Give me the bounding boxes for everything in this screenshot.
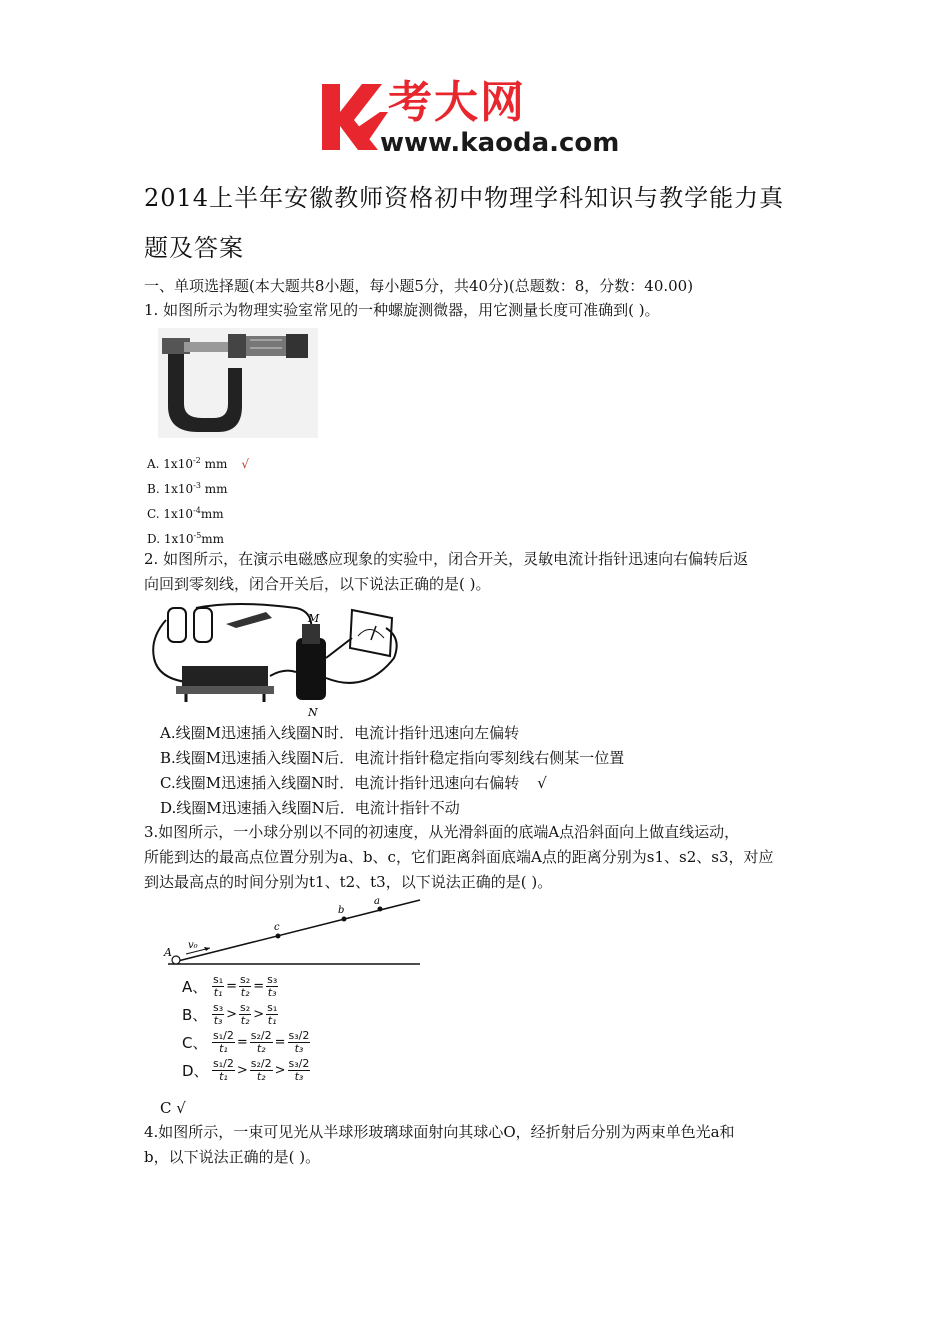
q3-fraction-numerator: s₂/2 — [250, 1028, 272, 1042]
q3-fraction — [288, 1058, 311, 1083]
q3-fraction — [212, 1002, 224, 1027]
q3-fraction — [250, 1058, 273, 1083]
q3-fraction-numerator: s₃ — [267, 972, 278, 986]
q3-option-label: D、 — [182, 1061, 209, 1080]
q1-option-exponent: -2 — [192, 456, 201, 465]
q3-label-a: a — [374, 896, 380, 907]
q1-option-unit: mm — [200, 457, 228, 471]
q1-option-prefix: A. 1x10 — [147, 457, 193, 471]
q2-label-n: N — [308, 706, 318, 719]
q3-fraction-numerator: s₁ — [267, 1000, 278, 1014]
q3-fraction-denominator: t₃ — [267, 985, 277, 999]
q2-option — [160, 746, 624, 771]
q3-label-c: c — [274, 922, 280, 933]
q1-option-unit: mm — [200, 507, 224, 521]
q3-fraction-numerator: s₃/2 — [288, 1028, 310, 1042]
q3-option-label: B、 — [182, 1005, 208, 1024]
q3-option-label: C、 — [182, 1033, 208, 1052]
q3-label-b: b — [338, 905, 345, 916]
q3-option — [182, 1056, 310, 1084]
q3-fraction-denominator: t₁ — [219, 1069, 228, 1083]
q1-options — [147, 450, 249, 550]
q3-fraction-numerator: s₃ — [213, 1000, 224, 1014]
q3-fraction-denominator: t₁ — [213, 985, 223, 999]
q1-option-prefix: B. 1x10 — [147, 482, 194, 496]
q3-label-a-point: A — [164, 946, 172, 959]
q1-answer-check-mark: √ — [241, 457, 249, 471]
logo-cn-text: 考大网 — [388, 77, 526, 128]
q3-operator: = — [253, 978, 265, 994]
q3-fraction — [266, 974, 278, 999]
logo-url-text: www.kaoda.com — [380, 128, 620, 158]
q1-option — [147, 450, 249, 475]
q1-option-exponent: -4 — [193, 506, 201, 515]
q3-fraction-denominator: t₃ — [213, 1013, 223, 1027]
q1-option — [147, 475, 249, 500]
q3-fraction-numerator: s₁/2 — [213, 1056, 234, 1070]
q3-fraction — [266, 1002, 278, 1027]
q2-options — [160, 721, 624, 821]
q3-stem-line1: 3.如图所示，一小球分别以不同的初速度，从光滑斜面的底端A点沿斜面向上做直线运动， — [144, 823, 740, 841]
q3-fraction — [212, 974, 224, 999]
q3-answer: C √ — [160, 1099, 186, 1117]
q1-option-unit: mm — [201, 532, 225, 546]
q3-fraction — [212, 1030, 235, 1055]
q3-option-label: A、 — [182, 977, 208, 996]
q2-label-m: M — [308, 612, 320, 625]
q2-option — [160, 721, 624, 746]
q3-fraction — [212, 1058, 235, 1083]
q3-fraction-numerator: s₂ — [240, 1000, 251, 1014]
q3-fraction-denominator: t₂ — [256, 1069, 266, 1083]
q3-operator: = — [236, 1034, 248, 1050]
q3-stem-line2: 所能到达的最高点位置分别为a、b、c，它们距离斜面底端A点的距离分别为s1、s2、s3，对应 — [144, 848, 774, 866]
page-title-line1: 2014上半年安徽教师资格初中物理学科知识与教学能力真 — [144, 184, 785, 212]
q3-operator: > — [226, 1006, 238, 1022]
q2-stem-line1: 2. 如图所示，在演示电磁感应现象的实验中，闭合开关，灵敏电流计指针迅速向右偏转后返 — [144, 550, 749, 568]
q2-answer-check-mark: √ — [537, 774, 547, 792]
q3-option — [182, 1028, 310, 1056]
kaoda-logo — [318, 78, 640, 160]
q1-stem: 1. 如图所示为物理实验室常见的一种螺旋测微器，用它测量长度可准确到( )。 — [144, 301, 660, 319]
q2-option-text: B.线圈M迅速插入线圈N后．电流计指针稳定指向零刻线右侧某一位置 — [160, 749, 625, 767]
q4-stem-line1: 4.如图所示，一束可见光从半球形玻璃球面射向其球心O，经折射后分别为两束单色光a和 — [144, 1123, 735, 1141]
q3-fraction — [288, 1030, 311, 1055]
q3-fraction-denominator: t₁ — [219, 1041, 228, 1055]
q3-stem-line3: 到达最高点的时间分别为t1、t2、t3，以下说法正确的是( )。 — [144, 873, 553, 891]
q3-options — [182, 972, 310, 1084]
q1-option-exponent: -3 — [193, 481, 201, 490]
micrometer-image — [158, 328, 318, 438]
q4-stem-line2: b，以下说法正确的是( )。 — [144, 1148, 321, 1166]
q3-fraction-numerator: s₁/2 — [213, 1028, 234, 1042]
q3-fraction-numerator: s₂ — [240, 972, 251, 986]
section-header: 一、单项选择题(本大题共8小题，每小题5分，共40分)(总题数：8，分数：40.00) — [144, 277, 694, 295]
q1-option — [147, 500, 249, 525]
q2-option — [160, 796, 624, 821]
q3-option — [182, 1000, 310, 1028]
q3-fraction — [239, 1002, 251, 1027]
q3-option — [182, 972, 310, 1000]
q3-fraction-denominator: t₂ — [240, 985, 250, 999]
q3-operator: = — [274, 1034, 286, 1050]
q3-fraction-denominator: t₁ — [267, 1013, 277, 1027]
q3-fraction-denominator: t₃ — [294, 1069, 304, 1083]
q2-option — [160, 771, 624, 796]
q3-fraction-denominator: t₂ — [256, 1041, 266, 1055]
q3-fraction — [239, 974, 251, 999]
q3-label-v0: v₀ — [188, 940, 198, 951]
q2-option-text: C.线圈M迅速插入线圈N时．电流计指针迅速向右偏转 — [160, 774, 520, 792]
q3-operator: > — [274, 1062, 286, 1078]
q1-option-prefix: C. 1x10 — [147, 507, 194, 521]
q3-fraction-numerator: s₁ — [213, 972, 224, 986]
induction-circuit-image — [146, 598, 408, 720]
q3-fraction-numerator: s₂/2 — [250, 1056, 272, 1070]
q3-fraction — [250, 1030, 273, 1055]
page-title-line2: 题及答案 — [144, 234, 244, 262]
q3-operator: = — [226, 978, 238, 994]
q2-option-text: A.线圈M迅速插入线圈N时．电流计指针迅速向左偏转 — [160, 724, 520, 742]
q3-operator: > — [236, 1062, 248, 1078]
q2-option-text: D.线圈M迅速插入线圈N后．电流计指针不动 — [160, 799, 460, 817]
incline-diagram — [160, 894, 422, 970]
q1-option-exponent: -5 — [193, 531, 202, 540]
q1-option-prefix: D. 1x10 — [147, 532, 194, 546]
q3-fraction-denominator: t₂ — [240, 1013, 250, 1027]
q3-fraction-denominator: t₃ — [294, 1041, 304, 1055]
q3-fraction-numerator: s₃/2 — [288, 1056, 310, 1070]
q2-stem-line2: 向回到零刻线，闭合开关后，以下说法正确的是( )。 — [144, 575, 491, 593]
q3-operator: > — [253, 1006, 265, 1022]
q1-option-unit: mm — [200, 482, 228, 496]
